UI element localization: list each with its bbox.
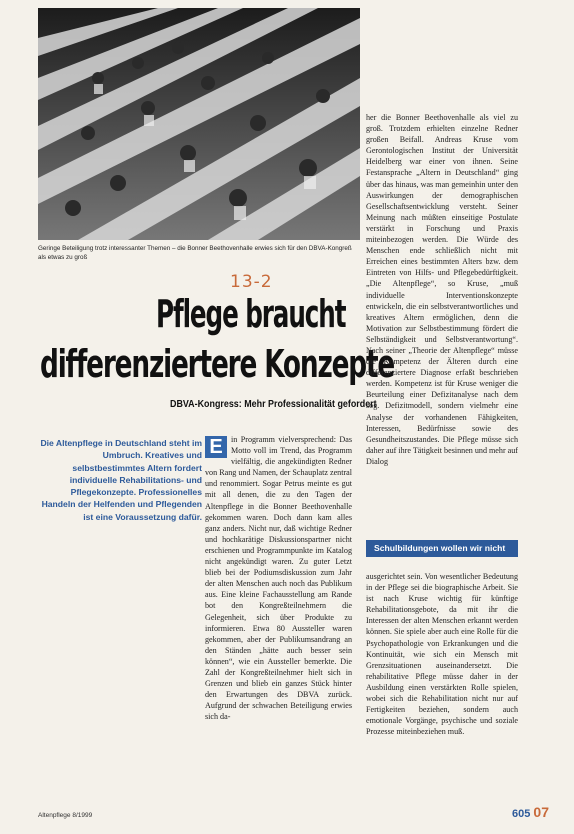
column-right-text: her die Bonner Beethovenhalle als viel zu groß. Trotzdem erhielten einzelne Redner großen Beifall. Andreas Kruse vom Gerontologischen Institut der Universität Heidelberg war einer von ihnen. Seine Festansprache „Altern in Deutschland“ ging über das hinaus, was man gemeinhin unter den Auswirkungen der demographischen Gesellschaftsentwicklung versteht. Seiner Meinung nach müßten einseitige Postulate verstärkt in Forschung und Praxis miteinbezogen werden. Die Würde des Menschen ende schließlich nicht mit Erreichen eines bestimmten Alters bzw. dem Eintreten von Hilfs- und Pflegebedürftigkeit. „Die Altenpflege“, so Kruse, „muß individuelle Interventionskonzepte entwickeln, die ein selbstverantwortliches und kreatives Altern ermöglichen, denn die Motivation zur Selbstbestimmung fördert die Selbständigkeit und Selbstverantwortung“. Nach seiner „Theorie der Altenpflege“ müsse die Kompetenz der Älteren durch eine differenziertere Diagnose erfaßt beschrieben werden. Kompetenz ist für Kruse weniger die Beurteilung einer Defizitanalyse nach dem sog. Defizitmodell, sondern vielmehr eine Analyse der vorhandenen Fähigkeiten, Interessen, Bedürfnisse sowie des Gesundheitszustandes. Die Pflege müsse sich daher auf ihre Tätigkeit besinnen und mehr auf Dialog [366, 113, 519, 466]
conference-hall-image [38, 8, 360, 240]
handwritten-page: 07 [533, 804, 549, 820]
conference-photo [38, 8, 360, 240]
column-left-text: in Programm vielversprechend: Das Motto voll im Trend, das Programm vielfältig, die angekündigten Redner von Rang und Namen, der Schauplatz zentral und renommiert. Sogar Petrus meinte es gut mit all denen, die zu den Tagen der Altenpflege in die Bonner Beethovenhalle gekommen waren. Doch dann kam alles ganz anders. Nicht nur, daß wichtige Redner und hochkarätige Diskussionspartner nicht erschienen und Programmpunkte im Katalog nicht angekündigt waren. Zu guter Letzt blieb bei der Podiumsdiskussion zum Jahr der alten Menschen auch noch das Publikum aus. Eine kleine Fachausstellung am Rande bot den Kongreßteilnehmern die Gelegenheit, sich über Produkte zu informieren. Etwa 80 Aussteller waren gekommen, aber der Publikumsandrang an den Ständen „hätte auch besser sein können“, wie ein Aussteller bemerkte. Die Zahl der Kongreßteilnehmer hielt sich in Grenzen und blieb ein ganzes Stück hinter den Erwartungen des DBVA zurück. Aufgrund der schwachen Beteiligung erwies sich da- [205, 435, 352, 722]
article-column-right-continued [366, 571, 518, 737]
headline-line-2: differenziertere Konzepte [40, 342, 395, 386]
footer-publication: Altenpflege 8/1999 [38, 812, 93, 819]
article-column-right [366, 112, 518, 467]
subheadline: DBVA-Kongress: Mehr Professionalität gefordert [170, 398, 377, 410]
photo-caption: Geringe Beteiligung trotz interessanter Themen – die Bonner Beethovenhalle erwies sich für den DBVA-Kongreß als etwas zu groß [38, 245, 352, 261]
article-column-left [205, 434, 352, 722]
dropcap: E [205, 436, 227, 458]
lead-paragraph: Die Altenpflege in Deutschland steht im Umbruch. Kreatives und selbstbestimmtes Altern fordert individuelle Rehabilitations- und Pflegekonzepte. Professionelles Handeln der Helfenden und Pflegenden ist eine Voraussetzung dafür. [40, 438, 202, 522]
page-number: 605 [512, 808, 531, 820]
footer-page-number [512, 804, 549, 820]
headline-line-1: Pflege braucht [156, 292, 346, 336]
section-heading: Schulbildungen wollen wir nicht [366, 540, 518, 557]
handwritten-note: 13-2 [230, 272, 273, 292]
column-right2-text: ausgerichtet sein. Von wesentlicher Bedeutung in der Pflege sei die biographische Arbeit. Sie ist nach Kruse wichtig für künftige Rehabilitationsgebote, da mit ihr die Interessen der alten Menschen erkannt werden können. Sie spiele aber auch eine Rolle für die Psychopathologie von Erkrankungen und die Kontinuität, wie sich ein Mensch mit Grenzsituationen auseinandersetzt. Die rehabilitative Pflege müsse daher in der Ausbildung einen verstärkten Rolle spielen, wobei sich die Rehabilitation nicht nur auf Fertigkeiten beziehen, sondern auch emotionale Vorgänge, psychische und soziale Prozesse miteinbeziehen muß. [366, 572, 518, 737]
